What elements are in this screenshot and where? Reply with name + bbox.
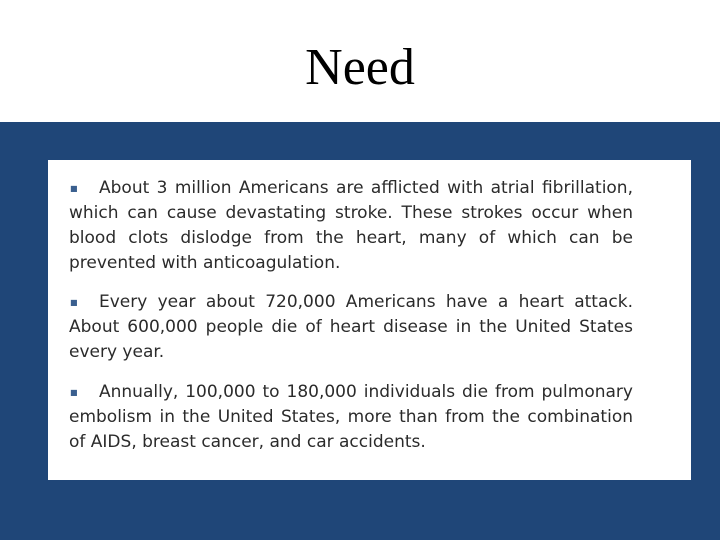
bullet-item — [69, 380, 633, 455]
bullet-text: Every year about 720,000 Americans have a heart attack. About 600,000 people die of heart disease in the United States every year. — [69, 292, 633, 362]
bullet-text: About 3 million Americans are afflicted with atrial fibrillation, which can cause devastating stroke. These strokes occur when blood clots dislodge from the heart, many of which can be prevented with anticoagulation. — [69, 178, 633, 273]
content-card — [48, 160, 691, 480]
bullet-text: Annually, 100,000 to 180,000 individuals die from pulmonary embolism in the United States, more than from the combination of AIDS, breast cancer, and car accidents. — [69, 382, 633, 452]
bullet-item — [69, 290, 633, 365]
bullet-square-icon: ■ — [70, 298, 78, 307]
bullet-square-icon: ■ — [70, 184, 78, 193]
slide-title: Need — [305, 39, 415, 96]
bullet-square-icon: ■ — [70, 388, 78, 397]
bullet-item — [69, 176, 633, 276]
